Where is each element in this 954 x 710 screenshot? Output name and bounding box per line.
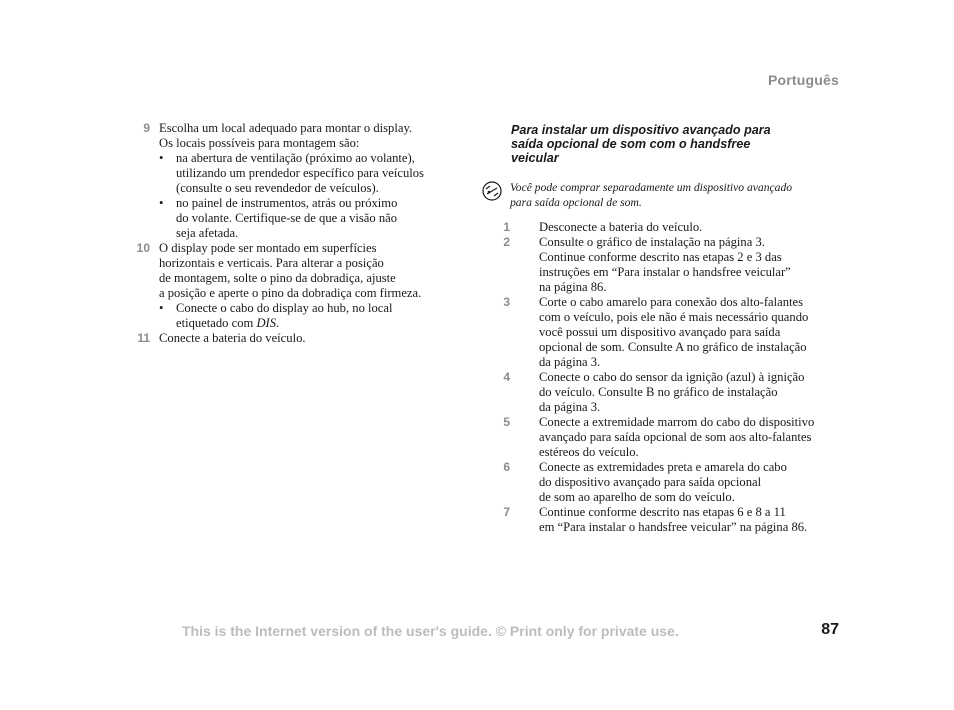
page-number: 87 [821,621,839,638]
step-text-line: O display pode ser montado em superfícies [159,241,377,255]
bullet-text-line: Conecte o cabo do display ao hub, no local [176,301,393,315]
step-text-line: na página 86. [539,280,607,294]
bullet-text-line: do volante. Certifique-se de que a visão não [176,211,398,225]
step-text-line: a posição e aperte o pino da dobradiça com firmeza. [159,286,422,300]
step-text-line: Conecte a extremidade marrom do cabo do dispositivo [539,415,815,429]
step-number: 4 [503,370,510,384]
step-text-line: instruções em “Para instalar o handsfree veicular” [539,265,791,279]
tip-note [510,180,845,210]
step-text-line: Conecte as extremidades preta e amarela do cabo [539,460,787,474]
step-text-line: de som ao aparelho de som do veículo. [539,490,735,504]
bullet-text-line: na abertura de ventilação (próximo ao volante), [176,151,415,165]
step-number: 10 [136,241,150,255]
step-2 [503,235,845,295]
step-text-line: Conecte a bateria do veículo. [159,331,306,345]
step-text-line: Continue conforme descrito nas etapas 6 e 8 a 11 [539,505,786,519]
step-text-line: Consulte o gráfico de instalação na página 3. [539,235,765,249]
step-text-line: Corte o cabo amarelo para conexão dos alto-falantes [539,295,804,309]
step-3 [503,295,845,370]
step-text-line: estéreos do veículo. [539,445,639,459]
step-text-line: opcional de som. Consulte A no gráfico de instalação [539,340,807,354]
step-text-line: Desconecte a bateria do veículo. [539,220,703,234]
bullet-text-line: (consulte o seu revendedor de veículos). [176,181,379,195]
step-number: 11 [137,331,150,345]
bullet-dot: • [159,151,164,165]
bullet-text: etiquetado com [176,316,257,330]
step-text-line: Os locais possíveis para montagem são: [159,136,360,150]
step-text-line: da página 3. [539,355,601,369]
footer-notice: This is the Internet version of the user's guide. © Print only for private use. [182,623,679,639]
step-1 [503,220,845,235]
right-column [503,121,845,535]
bullet-dot: • [159,196,164,210]
step-number: 2 [503,235,510,249]
step-text-line: horizontais e verticais. Para alterar a posição [159,256,384,270]
bullet-text-line: utilizando um prendedor específico para veículos [176,166,424,180]
heading-line: Para instalar um dispositivo avançado para [511,123,771,137]
bullet-item [159,301,470,331]
tip-text-line: Você pode comprar separadamente um dispositivo avançado [510,181,793,194]
step-text-line: avançado para saída opcional de som aos alto-falantes [539,430,812,444]
bullet-text-line: seja afetada. [176,226,239,240]
bullet-dot: • [159,301,164,315]
language-label: Português [767,72,839,88]
step-4 [503,370,845,415]
bullet-text: . [276,316,280,330]
step-text-line: com o veículo, pois ele não é mais necessário quando [539,310,809,324]
step-text-line: em “Para instalar o handsfree veicular” na página 86. [539,520,808,534]
step-6 [503,460,845,505]
step-text-line: da página 3. [539,400,601,414]
heading-line: saída opcional de som com o handsfree [511,137,751,151]
step-number: 6 [503,460,510,474]
step-11 [130,331,470,346]
heading-line: veicular [511,151,559,165]
tip-text-line: para saída opcional de som. [510,196,642,209]
bullet-item [159,151,470,196]
step-number: 9 [143,121,150,135]
lightbulb-tip-icon [481,181,503,201]
step-text-line: do dispositivo avançado para saída opcional [539,475,762,489]
bullet-text-line: no painel de instrumentos, atrás ou próximo [176,196,398,210]
step-number: 3 [503,295,510,309]
step-number: 7 [503,505,510,519]
section-heading [511,123,845,165]
step-number: 1 [503,220,510,234]
step-text-line: você possui um dispositivo avançado para saída [539,325,781,339]
bullet-item [159,196,470,241]
step-text-line: Escolha um local adequado para montar o display. [159,121,413,135]
step-number: 5 [503,415,510,429]
step-text-line: de montagem, solte o pino da dobradiça, ajuste [159,271,396,285]
step-7 [503,505,845,535]
step-5 [503,415,845,460]
step-text-line: Conecte o cabo do sensor da ignição (azul) à ignição [539,370,805,384]
dis-label: DIS [256,316,277,330]
step-10 [130,241,470,331]
bullet-text-line [176,316,470,331]
step-text-line: Continue conforme descrito nas etapas 2 e 3 das [539,250,782,264]
step-text-line: do veículo. Consulte B no gráfico de instalação [539,385,778,399]
step-9 [130,121,470,241]
left-column [130,121,470,346]
